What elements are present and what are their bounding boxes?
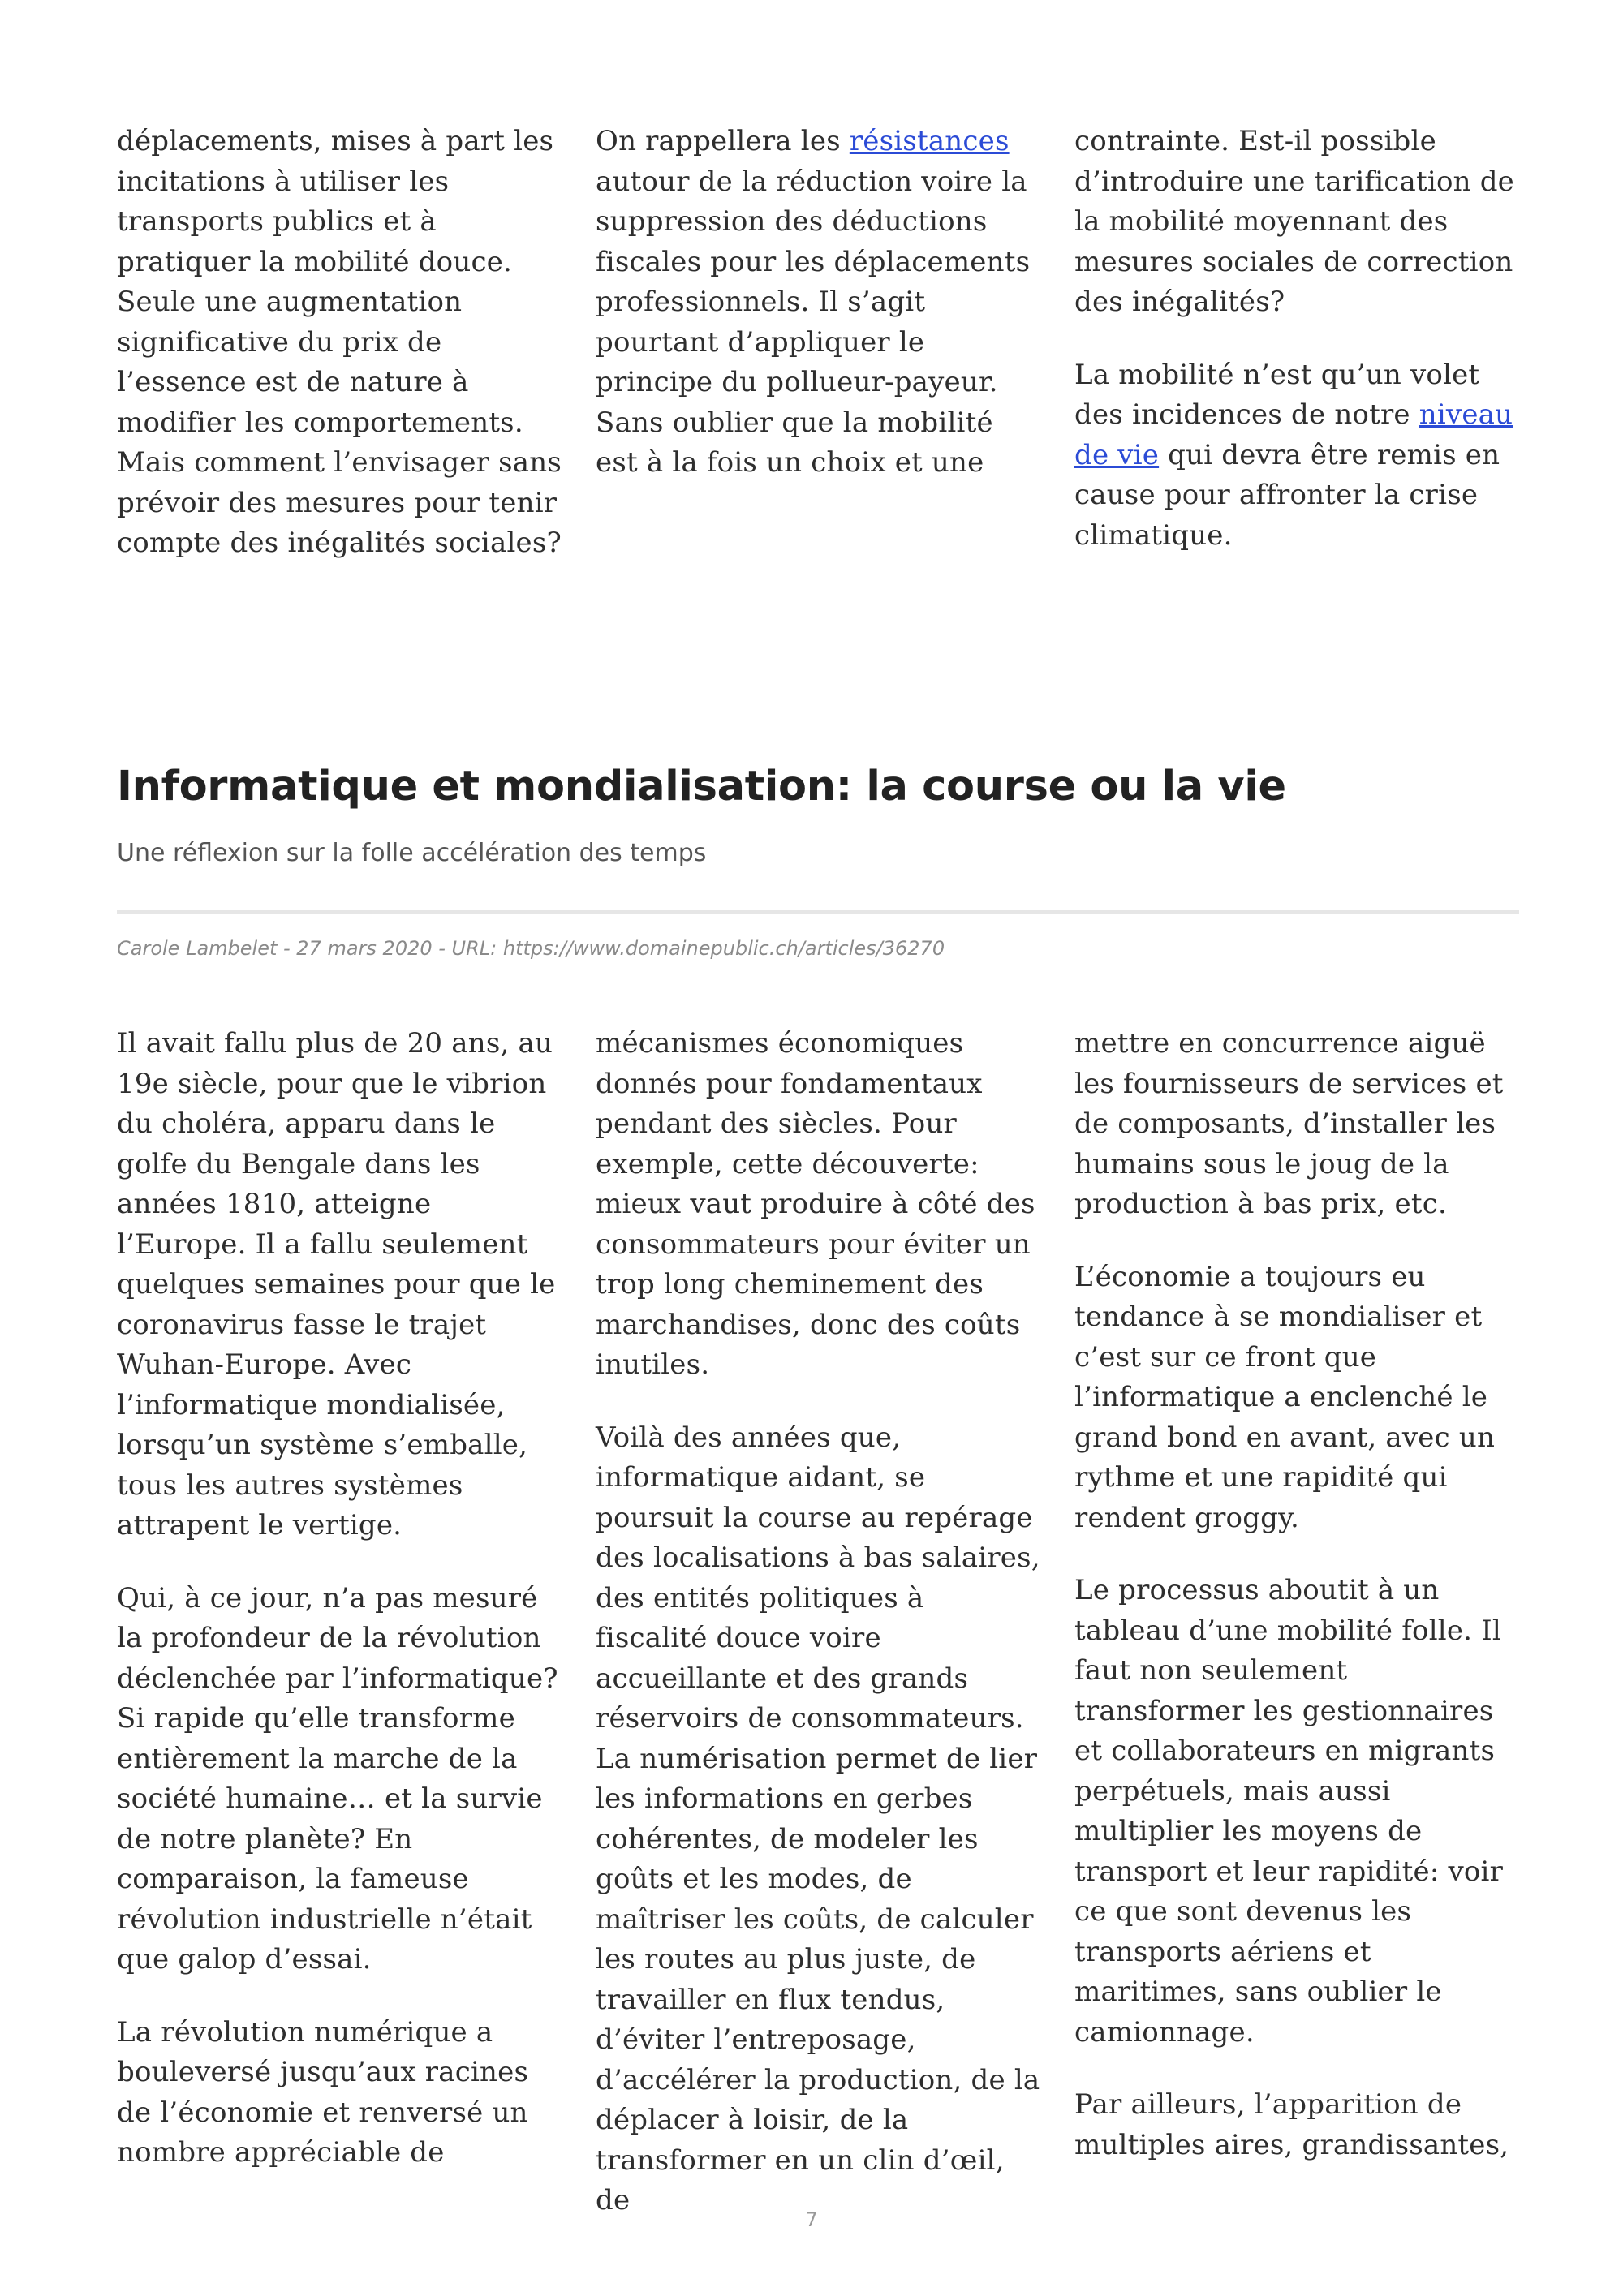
paragraph: mécanismes économiques donnés pour fondamentaux pendant des siècles. Pour exemple, cette découverte: mieux vaut produire à côté des consommateurs pour éviter un trop long cheminement des marchandises, donc des coûts inutiles. [596, 1027, 1035, 1381]
paragraph: Par ailleurs, l’apparition de multiples aires, grandissantes, [1074, 2088, 1509, 2161]
column-3 [1074, 122, 1519, 564]
paragraph-text: autour de la réduction voire la suppression des déductions fiscales pour les déplacements professionnels. Il s’agit pourtant d’appliquer le principe du pollueur-payeur. Sans oublier que la mobilité est à la fois un choix et une [596, 165, 1031, 479]
paragraph [1074, 355, 1519, 557]
article-subtitle: Une réflexion sur la folle accélération des temps [117, 839, 707, 867]
article-body [117, 1024, 1519, 2221]
paragraph-text: qui devra être remis en cause pour affronter la crise climatique. [1074, 438, 1500, 552]
paragraph: déplacements, mises à part les incitations à utiliser les transports publics et à pratiquer la mobilité douce. Seule une augmentation significative du prix de l’essence est de nature à modifier les comportements. Mais comment l’envisager sans prévoir des mesures pour tenir compte des inégalités sociales? [117, 125, 562, 559]
column-1 [117, 1024, 562, 2221]
paragraph-text: On rappellera les [596, 125, 850, 157]
paragraph: Voilà des années que, informatique aidant, se poursuit la course au repérage des localisations à bas salaires, des entités politiques à fiscalité douce voire accueillante et des grands réservoirs de consommateurs. La numérisation permet de lier les informations en gerbes cohérentes, de modeler les goûts et les modes, de maîtriser les coûts, de calculer les routes au plus juste, de travailler en flux tendus, d’éviter l’entreposage, d’accélérer la production, de la déplacer à loisir, de la transformer en un clin d’œil, de [596, 1421, 1040, 2216]
column-3 [1074, 1024, 1519, 2221]
paragraph: La révolution numérique a bouleversé jusqu’aux racines de l’économie et renversé un nombre appréciable de [117, 2015, 529, 2169]
paragraph [596, 122, 1040, 484]
article-meta: Carole Lambelet - 27 mars 2020 - URL: https://www.domainepublic.ch/articles/36270 [117, 937, 945, 960]
previous-article-continuation [117, 122, 1519, 564]
paragraph: Il avait fallu plus de 20 ans, au 19e siècle, pour que le vibrion du choléra, apparu dans le golfe du Bengale dans les années 1810, atteigne l’Europe. Il a fallu seulement quelques semaines pour que le coronavirus fasse le trajet Wuhan-Europe. Avec l’informatique mondialisée, lorsqu’un système s’emballe, tous les autres systèmes attrapent le vertige. [117, 1027, 556, 1541]
paragraph: Le processus aboutit à un tableau d’une mobilité folle. Il faut non seulement transformer les gestionnaires et collaborateurs en migrants perpétuels, mais aussi multiplier les moyens de transport et leur rapidité: voir ce que sont devenus les transports aériens et maritimes, sans oublier le camionnage. [1074, 1574, 1504, 2049]
paragraph-text: La mobilité n’est qu’un volet des incidences de notre [1074, 358, 1480, 431]
divider [117, 910, 1519, 914]
page-number: 7 [805, 2208, 818, 2231]
article-title: Informatique et mondialisation: la course ou la vie [117, 763, 1286, 810]
paragraph: contrainte. Est-il possible d’introduire une tarification de la mobilité moyennant des mesures sociales de correction des inégalités? [1074, 125, 1514, 318]
link-resistances[interactable]: résistances [849, 125, 1010, 157]
paragraph: L’économie a toujours eu tendance à se mondialiser et c’est sur ce front que l’informatique a enclenché le grand bond en avant, avec un rythme et une rapidité qui rendent groggy. [1074, 1260, 1496, 1534]
column-2 [596, 122, 1040, 564]
column-2 [596, 1024, 1040, 2221]
column-1 [117, 122, 562, 564]
link-niveau-de-vie[interactable]: niveau de vie [1074, 398, 1513, 471]
paragraph: Qui, à ce jour, n’a pas mesuré la profondeur de la révolution déclenchée par l’informatique? Si rapide qu’elle transforme entièrement la marche de la société humaine… et la survie de notre planète? En comparaison, la fameuse révolution industrielle n’était que galop d’essai. [117, 1581, 558, 1976]
paragraph: mettre en concurrence aiguë les fournisseurs de services et de composants, d’installer les humains sous le joug de la production à bas prix, etc. [1074, 1027, 1504, 1220]
